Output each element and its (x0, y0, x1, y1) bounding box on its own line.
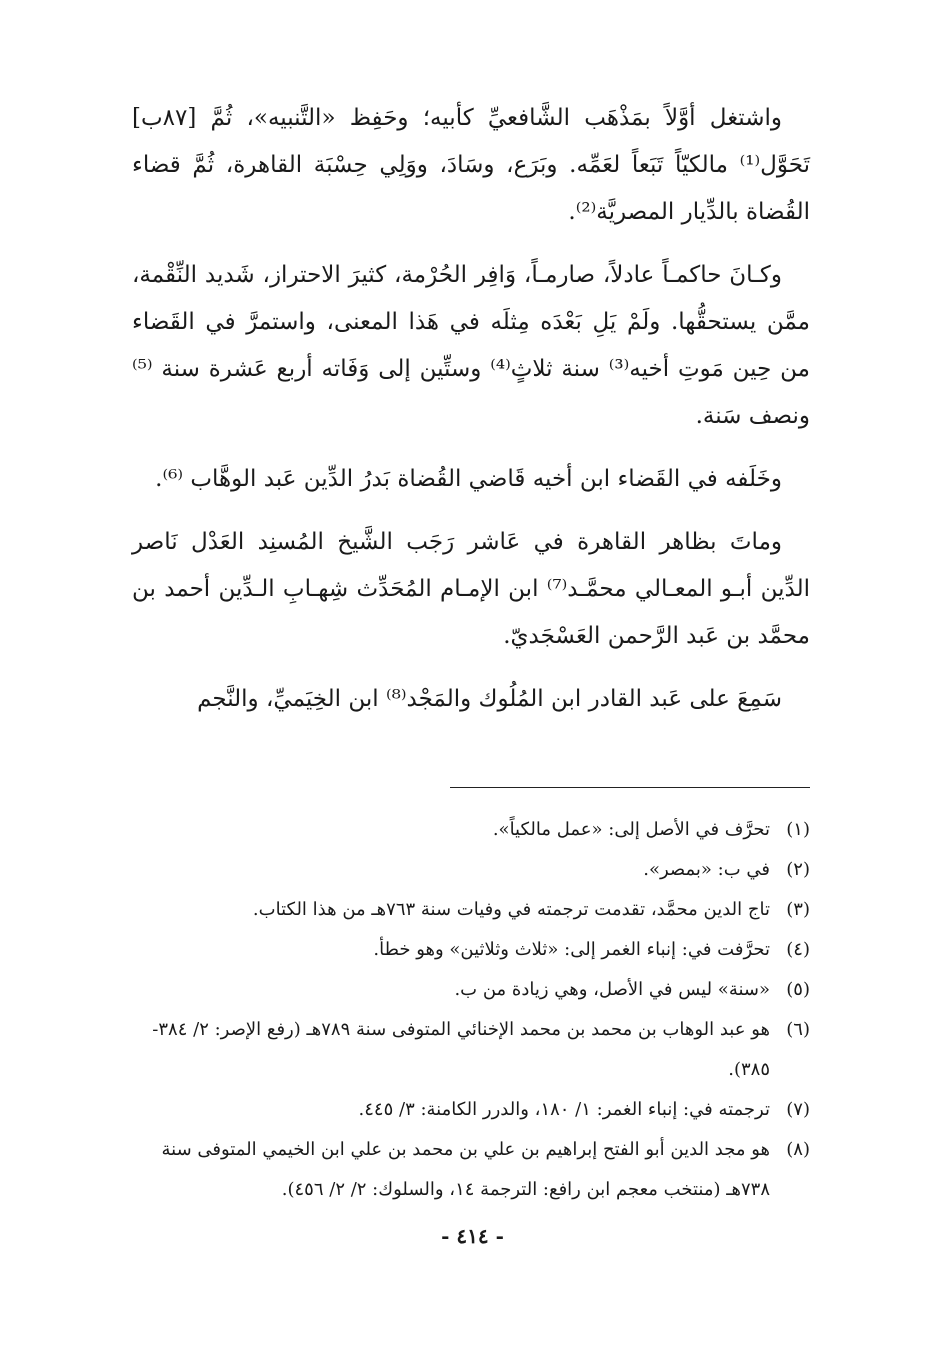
paragraph: وكـانَ حاكمـاً عادلاً، صارمـاً، وَافِر الحُرْمة، كثيرَ الاحتراز، شَديد النِّقْمة، ممَّن يستحقُّها. ولَمْ يَلِ بَعْدَه مِثلَه في هَذا المعنى، واستمرَّ في القَضاء من حِين مَوتِ أخيه⁽³⁾ سنة ثلاثٍ⁽⁴⁾ وستِّين إلى وَفَاته أربع عَشرة سنة ⁽⁵⁾ ونصف سَنة. (132, 262, 810, 429)
main-text (132, 95, 810, 739)
footnote (132, 970, 810, 1010)
paragraph: وخَلَفه في القَضاء ابن أخيه قَاضي القُضاة بَدرُ الدِّين عَبد الوهَّاب ⁽⁶⁾. (155, 466, 782, 492)
footnote-number: (٦) (786, 1019, 810, 1040)
footnote (132, 1010, 810, 1090)
footnote (132, 890, 810, 930)
footnote-number: (٢) (786, 859, 810, 880)
footnote-text: هو عبد الوهاب بن محمد بن محمد الإخنائي المتوفى سنة ٧٨٩هـ (رفع الإصر: ٢/ ٣٨٤- ٣٨٥). (152, 1019, 770, 1080)
footnote-number: (٥) (786, 979, 810, 1000)
footnote-number: (٧) (786, 1099, 810, 1120)
footnote-text: ترجمته في: إنباء الغمر: ١/ ١٨٠، والدرر الكامنة: ٣/ ٤٤٥. (358, 1099, 770, 1120)
footnote-text: هو مجد الدين أبو الفتح إبراهيم بن علي بن محمد بن علي ابن الخيمي المتوفى سنة ٧٣٨هـ (منتخب معجم ابن رافع: الترجمة ١٤، والسلوك: ٢/ ٢/ ٤٥٦). (161, 1139, 770, 1200)
footnote (132, 810, 810, 850)
footnote-text: «سنة» ليس في الأصل، وهي زيادة من ب. (454, 979, 770, 1000)
footnote-text: تحرَّف في الأصل إلى: «عمل مالكياً». (492, 819, 770, 840)
paragraph: واشتغل أوَّلاً بمَذْهَب الشَّافعيِّ كأبيه؛ وحَفِظ «التَّنبيه»، ثُمَّ [٨٧ب] تَحَوَّل⁽¹⁾ مالكيّاً تَبَعاً لعَمِّه. وبَرَع، وسَادَ، ووَلِي حِسْبَة القاهرة، ثُمَّ قضاء القُضاة بالدِّيار المصريَّة⁽²⁾. (132, 105, 810, 225)
footnote-text: تحرَّفت في: إنباء الغمر إلى: «ثلاث وثلاثين» وهو خطأ. (373, 939, 770, 960)
footnote-number: (٨) (786, 1139, 810, 1160)
paragraph: وماتَ بظاهر القاهرة في عَاشر رَجَب الشَّيخ المُسنِد العَدْل نَاصر الدِّين أبـو المعـالي محمَّـد⁽⁷⁾ ابن الإمـام المُحَدِّث شِهـابِ الـدِّين أحمد بن محمَّد بن عَبد الرَّحمن العَسْجَديّ. (132, 529, 810, 649)
footnote (132, 1090, 810, 1130)
footnote-number: (٤) (786, 939, 810, 960)
footnote (132, 930, 810, 970)
footnote-text: في ب: «بمصر». (643, 859, 770, 880)
footnote (132, 850, 810, 890)
footnote-text: تاج الدين محمَّد، تقدمت ترجمته في وفيات سنة ٧٦٣هـ من هذا الكتاب. (252, 899, 770, 920)
footnote-divider (450, 787, 810, 788)
footnote-number: (١) (786, 819, 810, 840)
page-number: - ٤١٤ - (441, 1224, 504, 1248)
footnote (132, 1130, 810, 1210)
paragraph: سَمِعَ على عَبد القادر ابن المُلُوك والمَجْد⁽⁸⁾ ابن الخِيَميِّ، والنَّجم (197, 686, 782, 712)
footnotes (132, 810, 810, 1210)
footnote-number: (٣) (786, 899, 810, 920)
